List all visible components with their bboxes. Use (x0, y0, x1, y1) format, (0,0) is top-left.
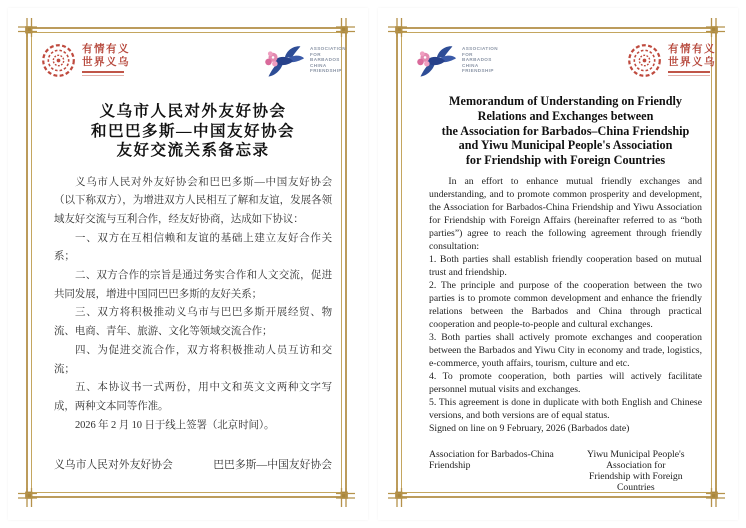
paragraph-item3: 3. Both parties shall actively promote exchanges and cooperation between the Barbados and Yiwu City in economy and trade, logistics, e-commerce, youth affairs, tourism, culture and etc. (429, 331, 702, 369)
yiwu-tagline-lines (668, 71, 716, 76)
signature-barbados: 巴巴多斯—中国友好协会 (213, 459, 332, 472)
english-title (429, 94, 702, 168)
yiwu-seal-logo (40, 42, 130, 79)
title-line: Memorandum of Understanding on Friendly (449, 94, 682, 108)
yiwu-slogan (668, 44, 716, 76)
assoc-line: CHINA (310, 62, 327, 68)
date-line: Signed on line on 9 February, 2026 (Barbados date) (429, 422, 630, 434)
assoc-line: FOR (310, 51, 321, 57)
logo-row (415, 42, 716, 92)
paragraph-item2: 2. The principle and purpose of the cooperation between the two parties is to promote common development and enhance the friendly relations between the Barbados and China through practical cooperation and people-to-people and cultural exchanges. (429, 279, 702, 330)
yiwu-tagline-lines (82, 71, 130, 76)
title-line: and Yiwu Municipal People's Association (458, 138, 673, 153)
memo-page-chinese (8, 8, 368, 520)
signature-row (54, 457, 332, 472)
paragraph-item5: 五、本协议书一式两份，用中文和英文文两种文字写成，两种文本同等作准。 (54, 382, 332, 412)
logo-row (40, 42, 346, 92)
paragraph-item3: 三、双方将积极推动义乌市与巴巴多斯开展经贸、物流、电商、青年、旅游、文化等领域交流合作； (54, 307, 332, 338)
page-content (8, 8, 368, 520)
paragraph-item2: 二、双方合作的宗旨是通过务实合作和人文交流，促进共同发展，增进中国同巴巴多斯的友好关系； (54, 270, 332, 300)
signature-yiwu (570, 449, 702, 493)
assoc-line: BARBADOS (310, 57, 340, 63)
title-line: the Association for Barbados–China Friendship (441, 123, 690, 138)
title-line: for Friendship with Foreign Countries (465, 153, 666, 168)
signature-row (429, 449, 702, 493)
paragraph-item1: 1. Both parties shall establish friendly cooperation based on mutual trust and friendship. (429, 253, 702, 278)
yiwu-seal-logo (626, 42, 716, 79)
signature-yiwu-line1: Yiwu Municipal People's Association for (587, 448, 685, 471)
paragraph-item4: 4. To promote cooperation, both parties will actively facilitate personnel mutual visits and exchanges. (429, 370, 702, 395)
page-content (378, 8, 738, 520)
yiwu-seal-icon (626, 42, 663, 79)
yiwu-slogan (82, 44, 130, 76)
title-line: 友好交流关系备忘录 (116, 142, 270, 159)
memo-page-english (378, 8, 738, 520)
paragraph-item1: 一、双方在互相信赖和友谊的基础上建立友好合作关系； (54, 232, 332, 263)
chinese-title (54, 102, 332, 161)
signature-barbados: Association for Barbados-China Friendship (429, 448, 554, 471)
barbados-bird-icon (415, 42, 457, 80)
yiwu-slogan-line1: 有情有义 (82, 44, 130, 55)
yiwu-seal-icon (40, 42, 77, 79)
assoc-line: BARBADOS (462, 57, 492, 63)
english-body (429, 175, 702, 435)
assoc-line: ASSOCIATION (462, 46, 498, 51)
chinese-body (54, 174, 332, 436)
title-line: Relations and Exchanges between (477, 108, 654, 123)
signature-yiwu: 义乌市人民对外友好协会 (54, 459, 173, 472)
assoc-line: FRIENDSHIP (462, 68, 494, 74)
title-line: 和巴巴多斯—中国友好协会 (90, 122, 295, 140)
assoc-line: FRIENDSHIP (310, 68, 342, 74)
yiwu-slogan-line1: 有情有义 (668, 44, 716, 55)
paragraph-intro: In an effort to enhance mutual friendly exchanges and understanding, and to promote common prosperity and development, the Association for Barbados-China Friendship and Yiwu Association for Friendship with Foreign Affairs (hereinafter referred to as “both parties”) agree to reach the following agreement through friendly consultation: (429, 175, 702, 252)
barbados-bird-icon (263, 42, 305, 80)
paragraph-intro: 义乌市人民对外友好协会和巴巴多斯—中国友好协会（以下称双方），为增进双方人民相互了解和友谊，发展各领域友好交流与互利合作，经友好协商，达成如下协议： (54, 176, 332, 225)
title-line: 义乌市人民对外友好协会 (99, 103, 287, 120)
barbados-association-logo (415, 42, 498, 80)
paragraph-item4: 四、为促进交流合作，双方将积极推动人员互访和交流； (54, 344, 332, 375)
barbados-association-name (310, 46, 346, 74)
paragraph-item5: 5. This agreement is done in duplicate with both English and Chinese versions, and both versions are of equal status. (429, 396, 702, 421)
barbados-association-name (462, 46, 498, 74)
yiwu-slogan-line2: 世界义乌 (82, 56, 130, 68)
date-line: 2026 年 2 月 10 日于线上签署（北京时间）。 (75, 419, 275, 431)
barbados-association-logo (263, 42, 346, 80)
assoc-line: ASSOCIATION (310, 46, 346, 51)
assoc-line: FOR (462, 51, 473, 57)
yiwu-slogan-line2: 世界义乌 (668, 56, 716, 68)
signature-yiwu-line2: Friendship with Foreign Countries (588, 470, 683, 493)
assoc-line: CHINA (462, 62, 479, 68)
